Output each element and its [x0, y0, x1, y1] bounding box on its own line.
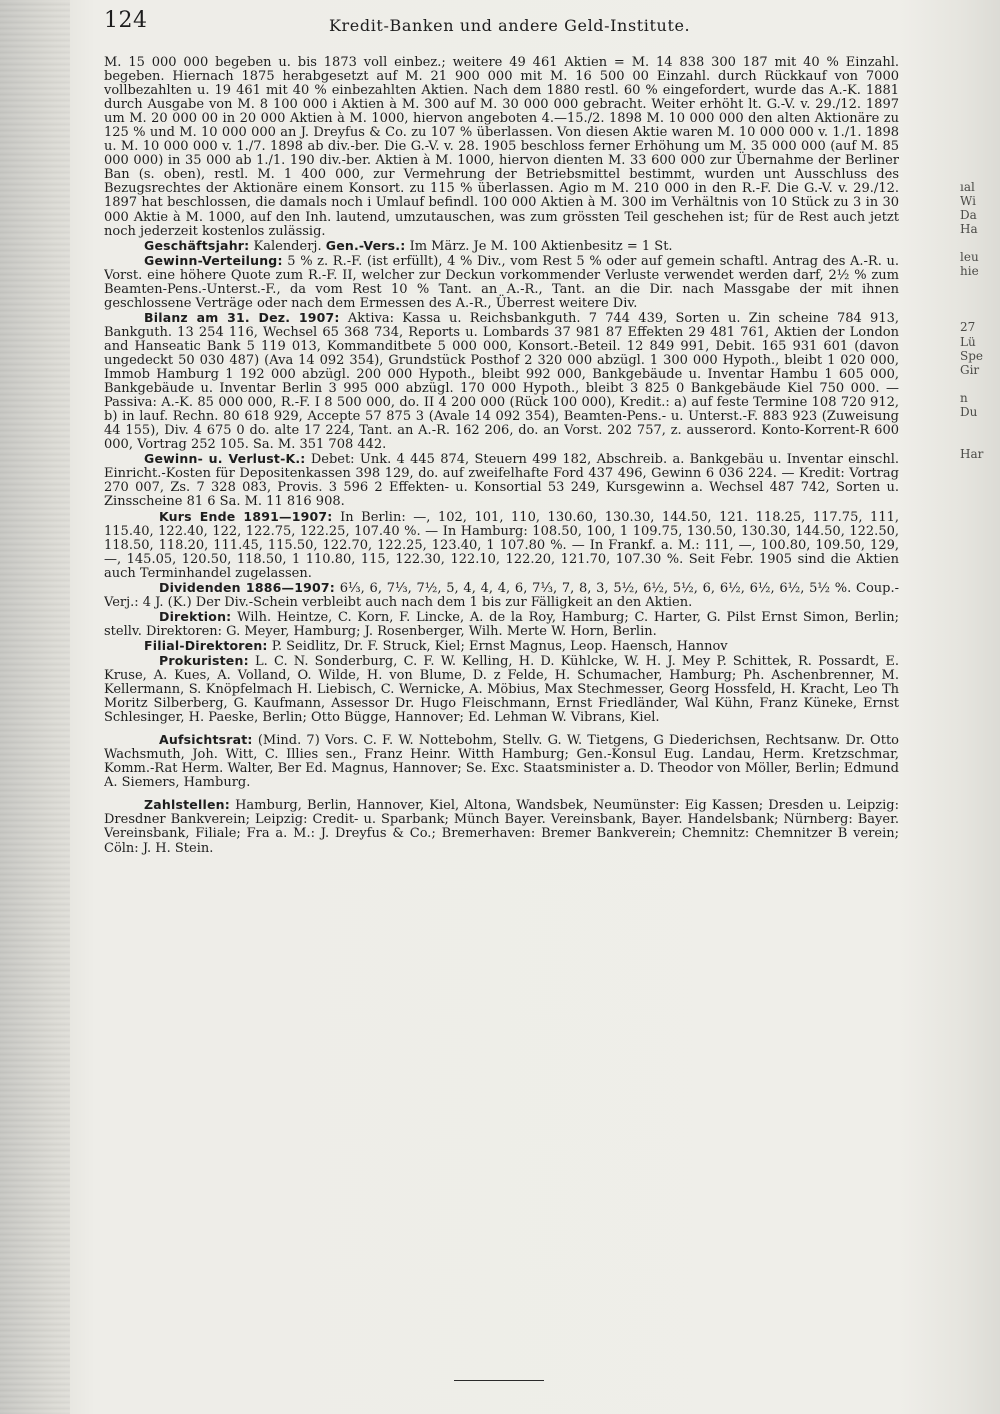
margin-fragment: Spe [960, 348, 984, 363]
margin-fragment: Du [960, 404, 978, 419]
margin-fragment [960, 306, 1000, 320]
margin-fragment: n [960, 390, 968, 405]
paragraph-text: Hamburg, Berlin, Hannover, Kiel, Altona, Wandsbek, Neumünster: Eig Kassen; Dresden u. Leipzig: Dresdner Bankverein; Leipzig: Credit- u. Sparbank; Münch Bayer. Vereinsbank, Bayer. Handelsbank; Nürnberg: Bayer. Vereinsbank, Filiale; Fra a. M.: J. Dreyfus & Co.; Bremerhaven: Bremer Bankverein; Chemnitz: Chemnitzer B verein; Cöln: J. H. Stein. [104, 798, 899, 856]
section-label: Kurs Ende 1891—1907: [159, 508, 333, 524]
paragraph-bilanz [104, 311, 899, 452]
margin-fragment [960, 377, 1000, 391]
paragraph-geschaeftsjahr [104, 239, 899, 254]
margin-fragment: Ha [960, 222, 978, 237]
paragraph-direktion [104, 610, 899, 639]
paragraph-text: Debet: Unk. 4 445 874, Steuern 499 182, Abschreib. a. Bankgebäu u. Inventar einschl. Einricht.-Kosten für Depositenkassen 398 129, do. auf zweifelhafte Ford 437 496, Gewinn 6 036 224. — Kredit: Vortrag 270 007, Zs. 7 328 083, Provis. 3 596 2 Effekten- u. Konsortial 53 249, Kursgewinn a. Wechsel 487 742, Sorten u. Zinsscheine 81 6 Sa. M. 11 816 908. [104, 452, 899, 510]
section-label: Gewinn- u. Verlust-K.: [144, 451, 306, 467]
paragraph-dividenden [104, 581, 899, 610]
section-label: Aufsichtsrat: [159, 732, 253, 748]
section-label: Filial-Direktoren: [144, 637, 268, 653]
paragraph-kurs [104, 510, 899, 581]
margin-fragment: Har [960, 446, 984, 461]
paragraph-text: P. Seidlitz, Dr. F. Struck, Kiel; Ernst Magnus, Leop. Haensch, Hannov [271, 638, 728, 654]
article-body [104, 56, 899, 856]
paragraph-capital-history [104, 56, 899, 239]
paragraph-text: 6⅓, 6, 7⅓, 7½, 5, 4, 4, 4, 6, 7⅓, 7, 8, 3, 5½, 6½, 5½, 6, 6½, 6½, 6½, 5½ %. Coup.-Verj.: 4 J. (K.) Der Div.-Schein verbleibt auch nach dem 1 bis zur Fälligkeit an den Aktien. [104, 580, 899, 610]
paragraph-text: L. C. N. Sonderburg, C. F. W. Kelling, H. D. Kühlcke, W. H. J. Mey P. Schittek, R. Possardt, E. Kruse, A. Kues, A. Volland, O. Wilde, H. von Blume, D. z Felde, H. Schumacher, Hamburg; Ph. Aschenbrenner, M. Kellermann, S. Knöpfelmach H. Liebisch, C. Wernicke, A. Möbius, Max Stechmesser, Georg Hossfeld, H. Kracht, Leo Th Moritz Silberberg, G. Kaufmann, Assessor Dr. Hugo Fleischmann, Ernst Friedländer, Wal Kühn, Franz Küneke, Ernst Schlesinger, H. Paeske, Berlin; Otto Bügge, Hannover; Ed. Lehman W. Vibrans, Kiel. [104, 653, 899, 726]
page-number: 124 [104, 8, 148, 33]
book-binding-shadow [0, 0, 70, 1414]
margin-fragment: Lü [960, 334, 976, 349]
margin-fragment: Wi [960, 194, 976, 209]
paragraph-gewinn-verlust [104, 452, 899, 509]
margin-fragment: Da [960, 208, 977, 223]
running-title: Kredit-Banken und andere Geld-Institute. [329, 16, 691, 35]
paragraph-text: (Mind. 7) Vors. C. F. W. Nottebohm, Stellv. G. W. Tietgens, G Diederichsen, Rechtsanw. Dr. Otto Wachsmuth, Joh. Witt, C. Illies sen., Franz Heinr. Witth Hamburg; Gen.-Konsul Eug. Landau, Herm. Kretzschmar, Komm.-Rat Herm. Walter, Ber Ed. Magnus, Hannover; Se. Exc. Staatsminister a. D. Theodor von Möller, Berlin; Edmund A. Siemers, Hamburg. [104, 733, 899, 791]
margin-fragment [960, 433, 1000, 447]
paragraph-aufsichtsrat [104, 733, 899, 790]
adjacent-page-fragments [960, 180, 1000, 461]
paragraph-text: 5 % z. R.-F. (ist erfüllt), 4 % Div., vom Rest 5 % oder auf gemein schaftl. Antrag des A.-R. u. Vorst. eine höhere Quote zum R.-F. II, welcher zur Deckun vorkommender Verluste verwendet werden darf, 2½ % zum Beamten-Pens.-Unterst.-F., da vom Rest 10 % Tant. an A.-R., Tant. an die Dir. nach Massgabe der mit ihnen geschlossene Verträge oder nach dem Ermessen des A.-R., Überrest weitere Div. [104, 253, 899, 311]
paragraph-text: M. 15 000 000 begeben u. bis 1873 voll einbez.; weitere 49 461 Aktien = M. 14 838 300 187 mit 40 % Einzahl. begeben. Hiernach 1875 herabgesetzt auf M. 21 900 000 mit M. 16 500 00 Einzahl. durch Rückkauf von 7000 vollbezahlten u. 19 461 mit 40 % einbezahlten Aktien. Nach dem 1880 restl. 60 % eingefordert, wurde das A.-K. 1881 durch Ausgabe von M. 8 100 000 i Aktien à M. 300 auf M. 30 000 000 gebracht. Weiter erhöht lt. G.-V. v. 29./12. 1897 um M. 20 000 00 in 20 000 Aktien à M. 1000, hiervon angeboten 4.—15./2. 1898 M. 10 000 000 den alten Aktionäre zu 125 % und M. 10 000 000 an J. Dreyfus & Co. zu 107 % überlassen. Von diesen Aktie waren M. 10 000 000 v. 1./1. 1898 u. M. 10 000 000 v. 1./7. 1898 ab div.-ber. Die G.-V. v. 28. 1905 beschloss ferner Erhöhung um M. 35 000 000 (auf M. 85 000 000) in 35 000 ab 1./1. 190 div.-ber. Aktien à M. 1000, hiervon dienten M. 33 600 000 zur Übernahme der Berliner Ban (s. oben), restl. M. 1 400 000, zur Vermehrung der Betriebsmittel bestimmt, wurden unt Ausschluss des Bezugsrechtes der Aktionäre einem Konsort. zu 115 % überlassen. Agio m M. 210 000 in den R.-F. Die G.-V. v. 29./12. 1897 hat beschlossen, die damals noch i Umlauf befindl. 100 000 Aktien à M. 300 im Verhältnis von 10 Stück zu 3 in 30 000 Aktie à M. 1000, auf den Inh. lautend, umzutauschen, was zum grössten Teil geschehen ist; für de Rest auch jetzt noch jederzeit kostenlos zulässig. [104, 56, 899, 239]
paragraph-zahlstellen [104, 798, 899, 855]
end-rule-divider [454, 1380, 544, 1381]
margin-fragment: leu [960, 250, 979, 265]
paragraph-text: Wilh. Heintze, C. Korn, F. Lincke, A. de la Roy, Hamburg; C. Harter, G. Pilst Ernst Simon, Berlin; stellv. Direktoren: G. Meyer, Hamburg; J. Rosenberger, Wilh. Merte W. Horn, Berlin. [104, 609, 899, 639]
margin-fragment [960, 292, 1000, 306]
margin-fragment: ıal [960, 180, 975, 194]
margin-fragment [960, 236, 1000, 250]
section-label: Bilanz am 31. Dez. 1907: [144, 309, 340, 325]
paragraph-filial-direktoren [104, 639, 899, 654]
section-label: Gewinn-Verteilung: [144, 252, 283, 268]
paragraph-text: Im März. Je M. 100 Aktienbesitz = 1 St. [409, 238, 673, 254]
paragraph-gewinn-verteilung [104, 254, 899, 311]
margin-fragment: hie [960, 264, 979, 279]
paragraph-text: In Berlin: —, 102, 101, 110, 130.60, 130.30, 144.50, 121. 118.25, 117.75, 111, 115.40, 122.40, 122, 122.75, 122.25, 107.40 %. — In Hamburg: 108.50, 100, 1 109.75, 130.50, 130.30, 144.50, 122.50, 118.50, 118.20, 111.45, 115.50, 122.70, 122.25, 123.40, 1 107.80 %. — In Frankf. a. M.: 111, —, 100.80, 109.50, 129, —, 145.05, 120.50, 118.50, 1 110.80, 115, 122.30, 122.10, 122.20, 121.70, 107.30 %. Seit Febr. 1905 sind die Aktien auch Terminhandel zugelassen. [104, 509, 899, 581]
page-header [104, 8, 884, 42]
section-label: Direktion: [159, 608, 232, 624]
margin-fragment [960, 419, 1000, 433]
section-label: Dividenden 1886—1907: [159, 579, 336, 595]
paragraph-text: Aktiva: Kassa u. Reichsbankguth. 7 744 439, Sorten u. Zin scheine 784 913, Bankguth. 13 254 116, Wechsel 65 368 734, Reports u. Lombards 37 981 87 Effekten 29 481 761, Aktien der London and Hanseatic Bank 5 119 013, Kommanditbete 5 000 000, Konsort.-Beteil. 12 849 991, Debit. 165 931 601 (davon ungedeckt 50 030 487) (Ava 14 092 354), Grundstück Posthof 2 320 000 abzügl. 1 300 000 Hypoth., bleibt 1 020 000, Immob Hamburg 1 192 000 abzügl. 200 000 Hypoth., bleibt 992 000, Bankgebäude u. Inventar Hambu 1 605 000, Bankgebäude u. Inventar Berlin 3 995 000 abzügl. 170 000 Hypoth., bleibt 3 825 0 Bankgebäude Kiel 750 000. — Passiva: A.-K. 85 000 000, R.-F. I 8 500 000, do. II 4 200 000 (Rück 100 000), Kredit.: a) auf feste Termine 108 720 912, b) in lauf. Rechn. 80 618 929, Accepte 57 875 3 (Avale 14 092 354), Beamten-Pens.- u. Unterst.-F. 883 923 (Zuweisung 44 155), Div. 4 675 0 do. alte 17 224, Tant. an A.-R. 162 206, do. an Vorst. 202 757, z. ausserord. Konto-Korrent-R 600 000, Vortrag 252 105. Sa. M. 351 708 442. [104, 310, 899, 453]
section-label: Gen.-Vers.: [325, 237, 406, 253]
section-label: Zahlstellen: [144, 797, 230, 813]
paragraph-prokuristen [104, 654, 899, 725]
section-label: Geschäftsjahr: [144, 237, 250, 253]
margin-fragment [960, 278, 1000, 292]
section-label: Prokuristen: [159, 652, 249, 668]
paragraph-text: Kalenderj. [253, 238, 322, 254]
margin-fragment: Gir [960, 362, 980, 377]
margin-fragment: 27 [960, 320, 976, 335]
